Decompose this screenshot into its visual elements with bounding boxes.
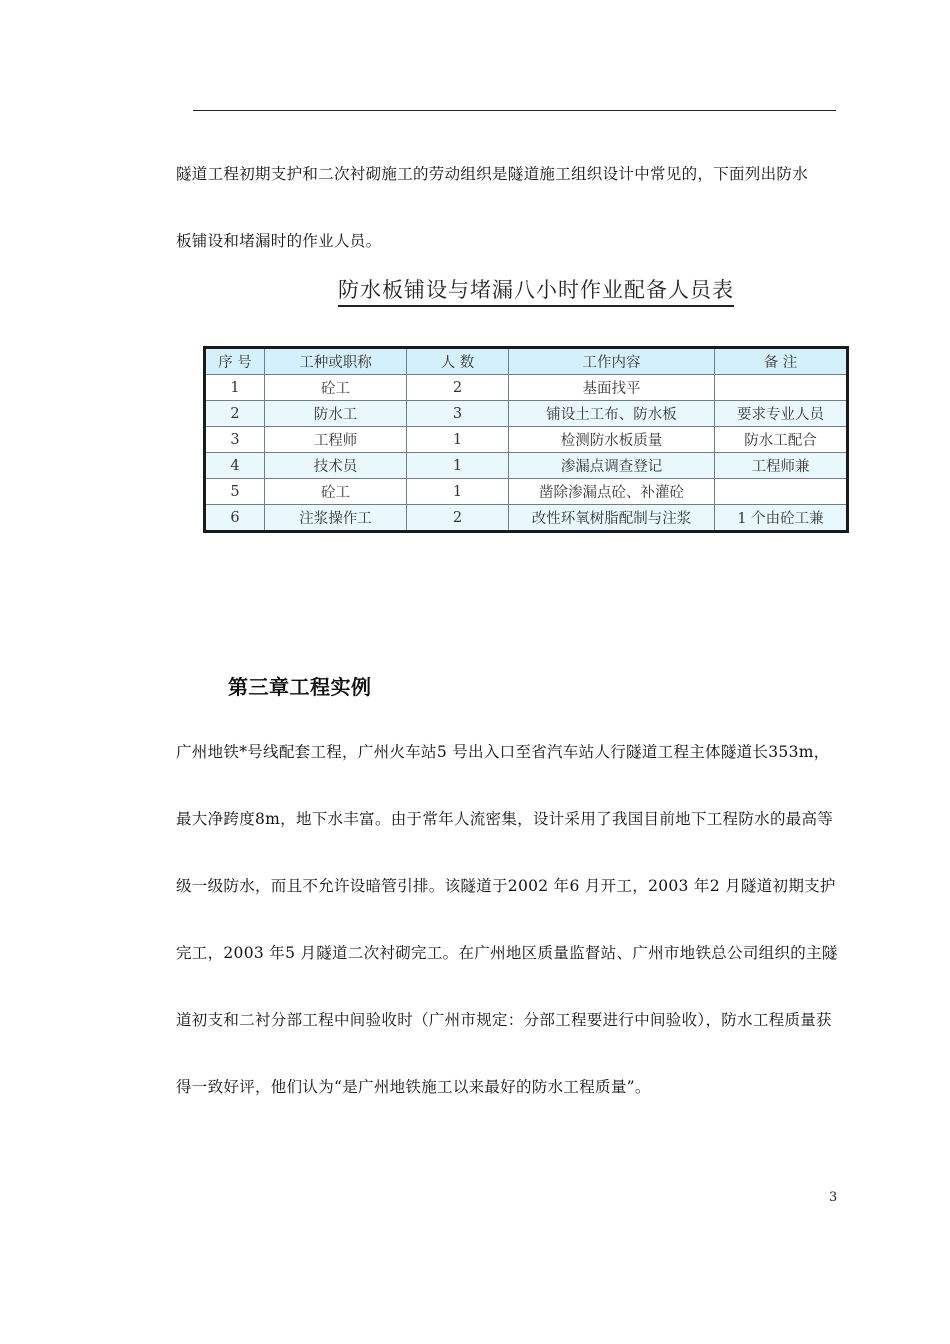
cell-work: 基面找平	[509, 375, 715, 401]
cell-trade: 注浆操作工	[265, 505, 407, 532]
cell-remarks	[715, 375, 848, 401]
cell-count: 1	[407, 479, 509, 505]
cell-seq: 4	[205, 453, 265, 479]
cell-trade: 砼工	[265, 479, 407, 505]
cell-seq: 6	[205, 505, 265, 532]
cell-work: 改性环氧树脂配制与注浆	[509, 505, 715, 532]
cell-trade: 防水工	[265, 401, 407, 427]
table-row	[205, 505, 848, 532]
cell-seq: 3	[205, 427, 265, 453]
case-line-2: 最大净跨度8m，地下水丰富。由于常年人流密集，设计采用了我国目前地下工程防水的最高等	[176, 810, 834, 828]
case-line-6: 得一致好评，他们认为“是广州地铁施工以来最好的防水工程质量”。	[176, 1078, 651, 1096]
chapter-heading: 第三章工程实例	[228, 675, 372, 699]
cell-remarks	[715, 479, 848, 505]
cell-seq: 5	[205, 479, 265, 505]
cell-count: 3	[407, 401, 509, 427]
cell-remarks: 工程师兼	[715, 453, 848, 479]
header-count: 人 数	[407, 348, 509, 375]
header-work: 工作内容	[509, 348, 715, 375]
cell-trade: 工程师	[265, 427, 407, 453]
case-line-4: 完工，2003 年5 月隧道二次衬砌完工。在广州地区质量监督站、广州市地铁总公司组织的主隧	[176, 944, 838, 962]
cell-seq: 1	[205, 375, 265, 401]
cell-count: 1	[407, 427, 509, 453]
cell-work: 检测防水板质量	[509, 427, 715, 453]
table-title: 防水板铺设与堵漏八小时作业配备人员表	[338, 274, 734, 307]
cell-work: 凿除渗漏点砼、补灌砼	[509, 479, 715, 505]
cell-trade: 砼工	[265, 375, 407, 401]
cell-count: 1	[407, 453, 509, 479]
table-row	[205, 427, 848, 453]
staffing-table	[203, 346, 849, 533]
case-line-5: 道初支和二衬分部工程中间验收时（广州市规定：分部工程要进行中间验收），防水工程质量获	[176, 1011, 832, 1029]
cell-remarks: 1 个由砼工兼	[715, 505, 848, 532]
page-number: 3	[829, 1190, 838, 1205]
header-trade: 工种或职称	[265, 348, 407, 375]
header-rule	[193, 110, 836, 111]
intro-line-1: 隧道工程初期支护和二次衬砌施工的劳动组织是隧道施工组织设计中常见的，下面列出防水	[176, 165, 809, 183]
intro-line-2: 板铺设和堵漏时的作业人员。	[176, 232, 382, 250]
header-seq: 序 号	[205, 348, 265, 375]
cell-seq: 2	[205, 401, 265, 427]
header-remarks: 备 注	[715, 348, 848, 375]
case-line-3: 级一级防水，而且不允许设暗管引排。该隧道于2002 年6 月开工，2003 年2 月隧道初期支护	[176, 877, 836, 895]
table-row	[205, 479, 848, 505]
cell-trade: 技术员	[265, 453, 407, 479]
cell-work: 渗漏点调查登记	[509, 453, 715, 479]
cell-remarks: 防水工配合	[715, 427, 848, 453]
case-line-1: 广州地铁*号线配套工程，广州火车站5 号出入口至省汽车站人行隧道工程主体隧道长353m，	[176, 743, 830, 761]
table-header-row	[205, 348, 848, 375]
table-row	[205, 401, 848, 427]
table-row	[205, 375, 848, 401]
cell-count: 2	[407, 505, 509, 532]
cell-remarks: 要求专业人员	[715, 401, 848, 427]
cell-count: 2	[407, 375, 509, 401]
table-row	[205, 453, 848, 479]
cell-work: 铺设土工布、防水板	[509, 401, 715, 427]
